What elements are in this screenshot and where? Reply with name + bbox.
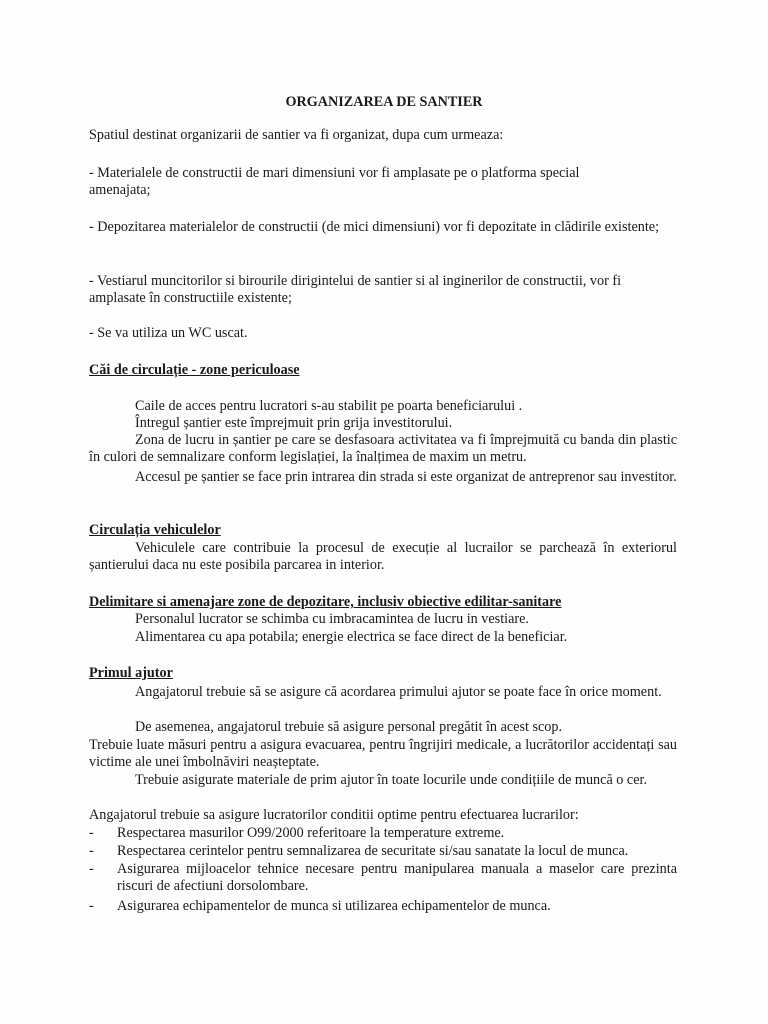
list-item-text: Asigurarea mijloacelor tehnice necesare pentru manipularea manuala a maselor care prezinta riscuri de afectiuni dorsolombare.: [117, 861, 677, 894]
paragraph: Angajatorul trebuie să se asigure că acordarea primului ajutor se poate face în orice moment.: [135, 684, 662, 700]
intro-item: - Depozitarea materialelor de constructii (de mici dimensiuni) vor fi depozitate in clădirile existente;: [89, 219, 660, 235]
paragraph: Zona de lucru in șantier pe care se desfasoara activitatea va fi împrejmuită cu banda din plastic în culori de semnalizare conform legislației, la înalțimea de maxim un metru.: [89, 432, 677, 465]
paragraph: Trebuie asigurate materiale de prim ajutor în toate locurile unde condițiile de muncă o cer.: [135, 772, 648, 788]
paragraph: De asemenea, angajatorul trebuie să asigure personal pregătit în acest scop.: [135, 719, 563, 735]
list-item: [89, 861, 677, 895]
section-heading-storage: Delimitare si amenajare zone de depozitare, inclusiv obiective edilitar-sanitare: [89, 594, 562, 610]
intro-item: - Vestiarul muncitorilor si birourile dirigintelui de santier si al inginerilor de constructii, vor fi amplasate în constructiile existente;: [89, 273, 622, 306]
list-item: [89, 843, 677, 860]
intro-item: - Materialele de constructii de mari dimensiuni vor fi amplasate pe o platforma special amenajata;: [89, 165, 580, 198]
list-item: [89, 898, 677, 915]
section-heading-first-aid: Primul ajutor: [89, 665, 173, 681]
list-item-text: Respectarea masurilor O99/2000 referitoare la temperature extreme.: [117, 825, 505, 841]
list-bullet: -: [89, 861, 94, 877]
paragraph: Vehiculele care contribuie la procesul de execuție al lucrailor se parchează în exteriorul șantierului daca nu este posibila parcarea in interior.: [89, 540, 677, 573]
paragraph: Alimentarea cu apa potabila; energie electrica se face direct de la beneficiar.: [135, 629, 568, 645]
paragraph: Caile de acces pentru lucratori s-au stabilit pe poarta beneficiarului .: [135, 398, 523, 414]
paragraph: Trebuie luate măsuri pentru a asigura evacuarea, pentru îngrijiri medicale, a lucrătorilor accidentați sau victime ale unei îmbolnăviri neașteptate.: [89, 737, 677, 770]
intro-item: - Se va utiliza un WC uscat.: [89, 325, 248, 341]
page-title: ORGANIZAREA DE SANTIER: [285, 94, 483, 110]
paragraph: Personalul lucrator se schimba cu imbracamintea de lucru in vestiare.: [135, 611, 529, 627]
list-item-text: Respectarea cerintelor pentru semnalizarea de securitate si/sau sanatate la locul de munca.: [117, 843, 629, 859]
section-heading-vehicles: Circulația vehiculelor: [89, 522, 221, 538]
paragraph: Angajatorul trebuie sa asigure lucratorilor conditii optime pentru efectuarea lucrarilor:: [89, 807, 579, 823]
list-bullet: -: [89, 825, 94, 841]
intro-paragraph: Spatiul destinat organizarii de santier va fi organizat, dupa cum urmeaza:: [89, 127, 504, 143]
paragraph: Întregul șantier este împrejmuit prin grija investitorului.: [135, 415, 453, 431]
list-item-text: Asigurarea echipamentelor de munca si utilizarea echipamentelor de munca.: [117, 898, 551, 914]
paragraph: Accesul pe șantier se face prin intrarea din strada si este organizat de antreprenor sau investitor.: [135, 469, 677, 485]
list-item: [89, 825, 677, 842]
section-heading-circulation: Căi de circulație - zone periculoase: [89, 362, 300, 378]
list-bullet: -: [89, 898, 94, 914]
list-bullet: -: [89, 843, 94, 859]
